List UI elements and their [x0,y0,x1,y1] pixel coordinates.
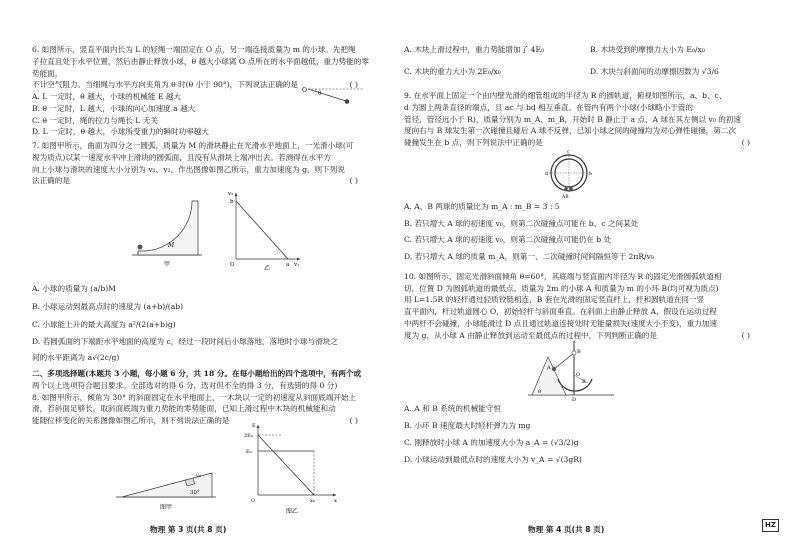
q7-option-d: D. 若圆弧面的下端距水平地面的高度为 c，经过一段时间后小球落地，落地时小球与滑块之 [32,337,338,347]
q6-stem-line: 不计空气阻力。当细绳与水平方向夹角为 θ 时(θ 小于 90°)，下列说法正确的是 ( ) [32,80,358,90]
page-footer-right: 物理 第 4 页(共 8 页) [528,525,605,534]
svg-text:O: O [302,87,307,95]
q10-option-d: D. 小球运动到最低点时的速度大小为 v_A = √(3gR) [404,454,582,464]
q10-stem-line: 用 L=1.5R 的轻杆通过轻质铰链相连，B 套在光滑的固定竖直杆上，杆和圆轨道在同一竖 [404,295,705,305]
q10-stem-line: 10. 如图所示，固定光滑斜面倾角 θ=60°，其底端与竖直面内半径为 R 的固定光滑圆弧轨道相 [404,271,722,281]
svg-text:x: x [334,497,337,504]
q6-option-c: C. θ 一定时，绳的拉力与绳长 L 无关 [32,115,158,125]
svg-text:O: O [230,262,235,269]
q6-option-b: B. θ 一定时，L 越大，小球的向心加速度 a 越大 [32,103,196,113]
q10-stem-line: 度为 g，从小球 A 由静止释放到运动至最低点的过程中，下列判断正确的是 ( ) [404,330,750,340]
svg-text:O: O [576,372,581,379]
svg-text:O: O [251,497,256,504]
q7-option-d-cont: 间的水平距离为 a√(2c/g) [32,353,120,363]
answer-paren: ( ) [349,80,358,90]
q8-option-c: C. 木块的重力大小为 2E₀/x₀ D. 木块与斜面间的动摩擦因数为 √3/6 [404,67,719,76]
left-page-column [32,44,372,517]
q10-option-b: B. 小环 B 速度最大时轻杆弹力为 mg [404,421,531,431]
svg-text:v₀: v₀ [196,472,201,479]
q9-option-b: B. 若只增大 A 球的初速度 v₀，则第二次碰撞点可能在 b、c 之间某处 [404,218,639,228]
hz-badge: HZ [762,519,779,532]
q9-stem-line: 碰撞发生在 b 点，则下列说法中正确的是 ( ) [404,138,750,148]
q9-stem-line: 9. 在水平面上固定一个由内壁光滑的细管组成的半径为 R 的圆轨道，俯视如图所示，a、b、c、 [404,91,727,100]
q8-figure-jia [116,437,226,513]
q10-stem-line: 切，位置 D 为圆弧轨道的最低点。质量为 2m 的小球 A 和质量为 m 的小环 B(均可视为质点) [404,283,719,293]
q8-options [404,44,764,88]
svg-text:30°: 30° [190,489,200,496]
svg-text:图甲: 图甲 [160,503,173,511]
svg-text:x₀: x₀ [310,497,315,504]
question-7 [32,140,372,364]
q8-stem-line: 滑，若斜面足够长，取斜面底端为重力势能的零势能面，已知上滑过程中木块的机械能和动 [32,404,336,414]
svg-text:E₀: E₀ [246,448,252,455]
q7-option-a: A. 小球的质量为 (a/b)M [32,284,116,294]
question-10 [404,271,764,466]
answer-paren: ( ) [741,330,750,340]
svg-text:a: a [286,262,290,269]
answer-paren: ( ) [349,176,358,186]
svg-text:A: A [547,365,551,372]
q7-figures [32,187,372,283]
q8-stem-line: 能随位移变化的关系图像如图乙所示，则下列说法正确的是 ( ) [32,416,358,426]
svg-text:M: M [168,242,175,250]
svg-text:甲: 甲 [164,261,171,269]
q8-figure-yi [242,421,342,517]
answer-paren: ( ) [349,416,358,426]
q8-option-b: B. 木块受到的摩擦力大小为 E₀/x₀ [590,45,705,54]
q10-option-a: A. A 和 B 系统的机械能守恒 [404,404,501,414]
svg-text:B: B [577,349,581,356]
q8-option-a: A. 木块上滑过程中，重力势能增加了 4E₀ B. 木块受到的摩擦力大小为 E₀/x₀ [404,45,705,54]
right-page-column [404,44,764,466]
svg-text:θ: θ [318,91,322,98]
q6-stem-line: 子拉直且处于水平位置，然后由静止释放小球，θ 越大小球离 O 点所在的水平面越低，重力势能的零势能面， [32,56,369,78]
q6-option-a: A. L 一定时，θ 越大，小球的机械能 E 越大 [32,92,182,102]
q7-figure-jia [132,191,202,269]
q7-figure-yi [228,189,304,271]
q7-option-c: C. 小球能上升的最大高度为 a²/(2(a+b)g) [32,319,176,329]
q9-option-d: D. 若只增大 A 球的质量 m_A，则第一、二次碰撞时间间隔恒等于 2πR/v₀ [404,252,654,262]
svg-text:E: E [252,422,256,429]
q7-option-b: B. 小球运动到最高点时的速度为 (a+b)/(ab) [32,301,184,311]
svg-text:2E₀: 2E₀ [244,432,253,439]
q10-stem-line: 中两杆不会碰撞，小球能滑过 D 点且通过轨道连接处时无能量损失(速度大小不变)，重力加速 [404,318,717,328]
q9-stem-line: 管径，管径远小于 R)，质量分别为 m_A、m_B，开始时 B 静止于 a 点，A 球在其左侧以 v₀ 的初速 [404,114,741,124]
svg-text:c: c [567,149,570,155]
q10-stem-line: 直平面内，杆过轨道圆心 O，初始轻杆与斜面垂直。在斜面上由静止释放 A，假设在运动过程 [404,307,717,317]
q9-stem-line: d 为圆上两条直径的端点，且 ac 与 bd 相互垂直。在管内有两个小球(小球略小于管的 [404,102,693,112]
q8-stem-line: 8. 如图甲所示，倾角为 30° 的斜面固定在水平地面上，一木块以一定的初速度从斜面底端开始上 [32,392,357,402]
section-2-header [32,368,372,392]
svg-text:R: R [582,379,586,386]
q9-stem-line: 度向右与 B 球发生第一次碰撞且碰后 A 球不反弹，已知小球之间的碰撞均为对心弹性碰撞，第二次 [404,126,737,136]
q8-option-d: D. 木块与斜面间的动摩擦因数为 √3/6 [590,67,719,76]
q7-stem-line: 视为质点)以某一速度水平冲上滑块的圆弧面，且没有从滑块上端冲出去。若测得在水平方 [32,152,332,162]
q9-option-c: C. 若只增大 A 球的初速度 v₀，则第二次碰撞点可能仍在 b 处 [404,235,612,245]
q10-option-c: C. 刚释放时小球 A 的加速度大小为 a_A = (√3/2)g [404,438,579,448]
page-footer-left: 物理 第 3 页(共 8 页) [150,525,227,534]
svg-text:D: D [572,397,577,404]
svg-text:d: d [545,171,548,177]
q6-pendulum-figure [302,83,372,117]
answer-paren: ( ) [741,138,750,148]
q7-stem-line: 7. 如图甲所示，曲面为四分之一圆弧，质量为 M 的滑块静止在光滑水平地面上，一光滑小球(可 [32,141,354,151]
q9-ring-figure [544,149,594,199]
svg-text:θ: θ [538,389,542,396]
q10-figure [528,339,618,403]
svg-text:乙: 乙 [264,265,271,272]
question-8 [32,392,372,517]
svg-text:v₂: v₂ [228,191,234,198]
svg-text:b: b [230,199,234,206]
q6-stem-line: 6. 如图所示，竖直平面内长为 L 的轻绳一端固定在 O 点，另一端连接质量为 m 的小球。先把绳 [32,45,356,54]
section-title: 二、多项选择题(本题共 3 小题，每小题 6 分，共 18 分。在每小题给出的四个选项中，有两个或 [32,369,362,379]
q6-option-d: D. L 一定时，θ 越大，小球所受重力的瞬时功率越大 [32,127,209,137]
svg-text:AB: AB [562,194,569,199]
q7-stem-line: 法正确的是 ( ) [32,176,358,186]
q9-option-a: A. A、B 两球的质量比为 m_A : m_B = 3 : 5 [404,201,560,211]
svg-text:v₁: v₁ [294,262,300,269]
question-6 [32,44,372,138]
section-note: 两个以上选项符合题目要求。全部选对的得 6 分，选对但不全的得 3 分，有选错的得 0 分) [32,380,338,390]
svg-text:b: b [589,171,592,177]
svg-text:图乙: 图乙 [286,507,299,515]
question-9 [404,90,764,263]
q7-stem-line: 向上小球与滑块的速度大小分别为 v₁、v₂，作出图像如图乙所示，重力加速度为 g，则下列说 [32,164,345,174]
